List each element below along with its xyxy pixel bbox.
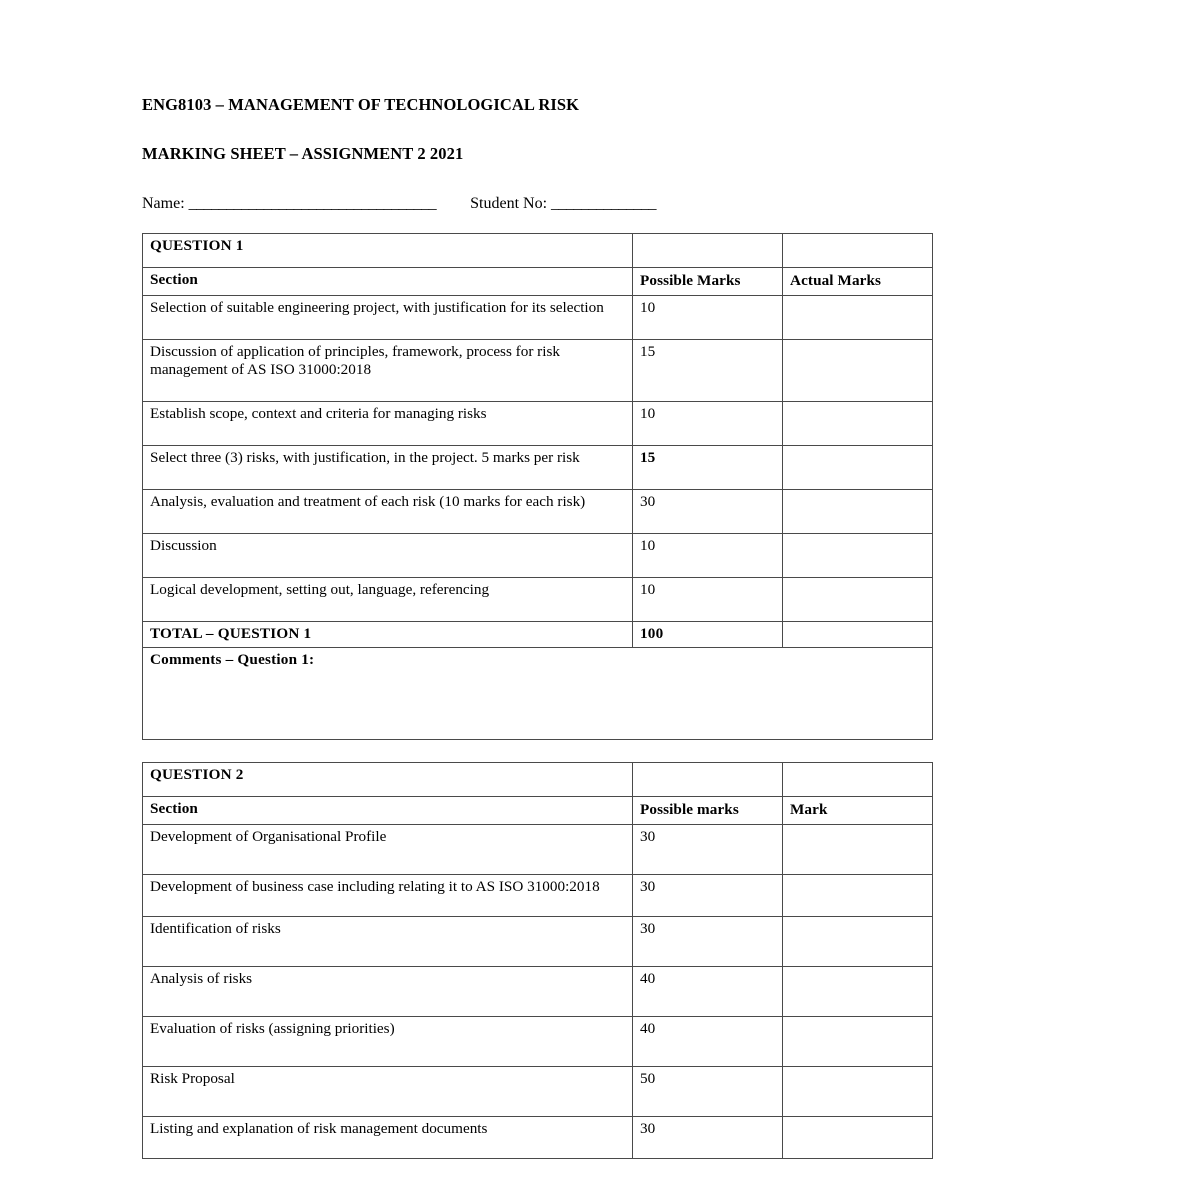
- possible-marks-value: 50: [633, 1067, 783, 1117]
- table-row: [143, 490, 933, 534]
- possible-marks-value: 10: [633, 578, 783, 622]
- actual-marks-input[interactable]: [783, 446, 933, 490]
- question-1-total-row: [143, 622, 933, 648]
- question-1-table: [142, 233, 933, 740]
- question-2-heading-spacer-mark: [783, 763, 933, 797]
- total-possible-marks: 100: [633, 622, 783, 648]
- table-spacer: [142, 740, 932, 762]
- possible-marks-value: 15: [633, 340, 783, 402]
- criterion-label: Evaluation of risks (assigning priorities): [143, 1017, 633, 1067]
- mark-input[interactable]: [783, 825, 933, 875]
- student-identity-line: [142, 194, 932, 213]
- criterion-label: Development of Organisational Profile: [143, 825, 633, 875]
- mark-input[interactable]: [783, 875, 933, 917]
- column-header-actual-marks: Actual Marks: [783, 268, 933, 296]
- table-row: [143, 825, 933, 875]
- criterion-label: Establish scope, context and criteria for managing risks: [143, 402, 633, 446]
- question-1-heading-row: [143, 234, 933, 268]
- table-row: [143, 1067, 933, 1117]
- question-1-heading-spacer-possible: [633, 234, 783, 268]
- table-row: [143, 875, 933, 917]
- mark-input[interactable]: [783, 917, 933, 967]
- document-content: [142, 95, 932, 1159]
- question-2-heading-row: [143, 763, 933, 797]
- mark-input[interactable]: [783, 1067, 933, 1117]
- possible-marks-value: 30: [633, 917, 783, 967]
- criterion-label: Development of business case including relating it to AS ISO 31000:2018: [143, 875, 633, 917]
- possible-marks-value: 30: [633, 875, 783, 917]
- possible-marks-value: 15: [633, 446, 783, 490]
- mark-input[interactable]: [783, 1017, 933, 1067]
- criterion-label: Logical development, setting out, language, referencing: [143, 578, 633, 622]
- question-1-column-header-row: [143, 268, 933, 296]
- criterion-label: Discussion: [143, 534, 633, 578]
- column-header-possible-marks: Possible Marks: [633, 268, 783, 296]
- name-blank-rule[interactable]: _________________________________: [188, 195, 437, 213]
- question-1-comments-row: [143, 648, 933, 740]
- table-row: [143, 296, 933, 340]
- criterion-label: Identification of risks: [143, 917, 633, 967]
- question-2-heading-spacer-possible: [633, 763, 783, 797]
- table-row: [143, 917, 933, 967]
- student-no-blank-rule[interactable]: ______________: [551, 195, 657, 213]
- table-row: [143, 1017, 933, 1067]
- table-row: [143, 402, 933, 446]
- table-row: [143, 446, 933, 490]
- actual-marks-input[interactable]: [783, 534, 933, 578]
- possible-marks-value: 10: [633, 296, 783, 340]
- comments-label[interactable]: Comments – Question 1:: [143, 648, 933, 740]
- possible-marks-value: 40: [633, 1017, 783, 1067]
- actual-marks-input[interactable]: [783, 578, 933, 622]
- table-row: [143, 578, 933, 622]
- possible-marks-value: 10: [633, 402, 783, 446]
- column-header-possible-marks: Possible marks: [633, 797, 783, 825]
- mark-input[interactable]: [783, 1117, 933, 1159]
- table-row: [143, 1117, 933, 1159]
- question-2-table: [142, 762, 933, 1159]
- table-row: [143, 340, 933, 402]
- question-2-heading: QUESTION 2: [143, 763, 633, 797]
- actual-marks-input[interactable]: [783, 296, 933, 340]
- page-subtitle: MARKING SHEET – ASSIGNMENT 2 2021: [142, 143, 464, 163]
- criterion-label: Discussion of application of principles, framework, process for risk management of AS ISO 31000:2018: [143, 340, 633, 402]
- possible-marks-value: 10: [633, 534, 783, 578]
- criterion-label: Analysis, evaluation and treatment of each risk (10 marks for each risk): [143, 490, 633, 534]
- table-row: [143, 534, 933, 578]
- student-no-label: Student No:: [470, 195, 548, 213]
- criterion-label: Risk Proposal: [143, 1067, 633, 1117]
- actual-marks-input[interactable]: [783, 402, 933, 446]
- criterion-label: Select three (3) risks, with justification, in the project. 5 marks per risk: [143, 446, 633, 490]
- mark-input[interactable]: [783, 967, 933, 1017]
- question-2-column-header-row: [143, 797, 933, 825]
- possible-marks-value: 40: [633, 967, 783, 1017]
- criterion-label: Selection of suitable engineering project, with justification for its selection: [143, 296, 633, 340]
- table-row: [143, 967, 933, 1017]
- total-label: TOTAL – QUESTION 1: [143, 622, 633, 648]
- possible-marks-value: 30: [633, 1117, 783, 1159]
- column-header-section: Section: [143, 268, 633, 296]
- total-actual-marks-input[interactable]: [783, 622, 933, 648]
- possible-marks-value: 30: [633, 490, 783, 534]
- page-title: ENG8103 – MANAGEMENT OF TECHNOLOGICAL RISK: [142, 95, 580, 114]
- question-1-heading: QUESTION 1: [143, 234, 633, 268]
- column-header-mark: Mark: [783, 797, 933, 825]
- criterion-label: Analysis of risks: [143, 967, 633, 1017]
- name-label: Name:: [142, 195, 185, 213]
- actual-marks-input[interactable]: [783, 340, 933, 402]
- question-1-heading-spacer-actual: [783, 234, 933, 268]
- criterion-label: Listing and explanation of risk management documents: [143, 1117, 633, 1159]
- possible-marks-value: 30: [633, 825, 783, 875]
- actual-marks-input[interactable]: [783, 490, 933, 534]
- column-header-section: Section: [143, 797, 633, 825]
